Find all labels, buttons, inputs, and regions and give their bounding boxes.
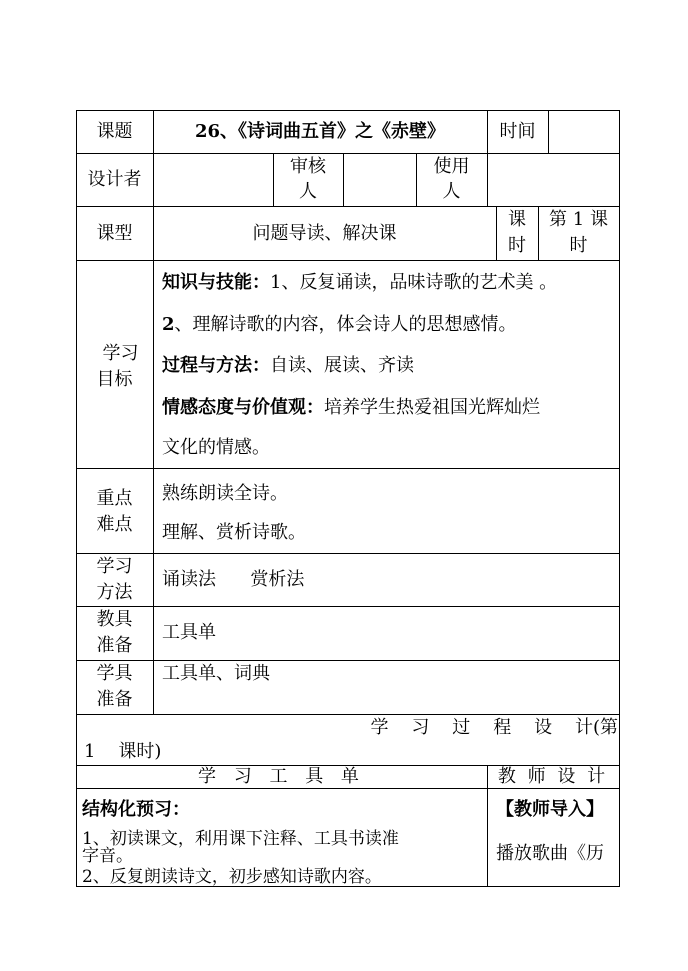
lesson-title: 26、《诗词曲五首》之《赤壁》 [194, 121, 446, 142]
teacher-text: 播放歌曲《历 [496, 843, 604, 864]
rule [548, 110, 549, 153]
label-designer: 设计者 [87, 169, 142, 190]
emotion-text-line1: 培养学生热爱祖国光辉灿烂 [324, 397, 540, 418]
label-user-line1: 使用 [433, 156, 470, 177]
rule [76, 468, 620, 469]
preview-item1-line2: 字音。 [82, 846, 133, 866]
label-reviewer-line1: 审核 [290, 156, 326, 177]
preview-heading: 结构化预习： [82, 799, 190, 820]
label-teacher-tools-line2: 准备 [96, 635, 133, 656]
process-heading-line1: 学 习 过 程 设 计(第 [370, 717, 618, 738]
objective-emotion [162, 397, 540, 419]
objective-knowledge-2 [162, 314, 517, 336]
emotion-label: 情感态度与价值观： [162, 397, 324, 418]
emotion-text-line2: 文化的情感。 [162, 437, 270, 458]
label-title: 课题 [96, 121, 133, 142]
rule [76, 606, 620, 607]
label-time: 时间 [499, 121, 536, 142]
label-focus-line1: 重点 [96, 488, 133, 509]
lesson-type: 问题导读、解决课 [252, 223, 397, 244]
label-user-line2: 人 [442, 181, 461, 202]
label-period-line2: 时 [508, 235, 526, 256]
label-lesson-type: 课型 [96, 223, 133, 244]
process-label: 过程与方法： [162, 355, 270, 376]
process-text: 自读、展读、齐读 [270, 355, 414, 376]
column-heading-teacher: 教 师 设 计 [497, 766, 609, 787]
teacher-heading: 【教师导入】 [496, 799, 604, 820]
process-heading-line2: 1 课时) [84, 741, 162, 762]
rule [487, 153, 488, 206]
focus-line-1: 熟练朗读全诗。 [162, 483, 288, 504]
label-objectives-line2: 目标 [96, 369, 133, 390]
column-heading-tools: 学 习 工 具 单 [198, 766, 365, 787]
student-tools-text: 工具单、词典 [162, 663, 270, 684]
objective-knowledge [162, 272, 557, 294]
rule [619, 110, 620, 887]
rule [343, 153, 344, 206]
period-value-line1: 第 1 课 [549, 209, 608, 230]
label-reviewer-line2: 人 [299, 181, 317, 202]
rule [76, 260, 620, 261]
label-teacher-tools-line1: 教具 [96, 609, 133, 630]
focus-line-2: 理解、赏析诗歌。 [162, 522, 306, 543]
knowledge-text: 1、反复诵读，品味诗歌的艺术美 。 [270, 272, 558, 293]
teacher-tools-text: 工具单 [162, 622, 216, 643]
rule [76, 714, 620, 715]
rule [76, 110, 620, 111]
period-value-line2: 时 [569, 235, 588, 256]
rule [76, 553, 620, 554]
label-focus-line2: 难点 [96, 514, 133, 535]
knowledge-item2-text: 、理解诗歌的内容，体会诗人的思想感情。 [174, 314, 517, 335]
label-student-tools-line2: 准备 [96, 689, 133, 710]
rule [76, 660, 620, 661]
label-objectives-line1: 学习 [102, 343, 139, 364]
method-text: 诵读法 赏析法 [162, 569, 305, 590]
preview-item1-line1: 1、初读课文，利用课下注释、工具书读准 [82, 829, 399, 849]
label-period-line1: 课 [508, 209, 526, 230]
rule [76, 153, 620, 154]
objective-process [162, 355, 414, 377]
knowledge-item2-num: 2 [162, 314, 175, 335]
knowledge-label: 知识与技能： [162, 272, 270, 293]
rule [76, 788, 620, 789]
label-method-line1: 学习 [96, 556, 133, 577]
label-method-line2: 方法 [96, 582, 133, 603]
preview-item2: 2、反复朗读诗文，初步感知诗歌内容。 [82, 867, 382, 887]
rule [153, 110, 154, 714]
label-student-tools-line1: 学具 [96, 663, 133, 684]
